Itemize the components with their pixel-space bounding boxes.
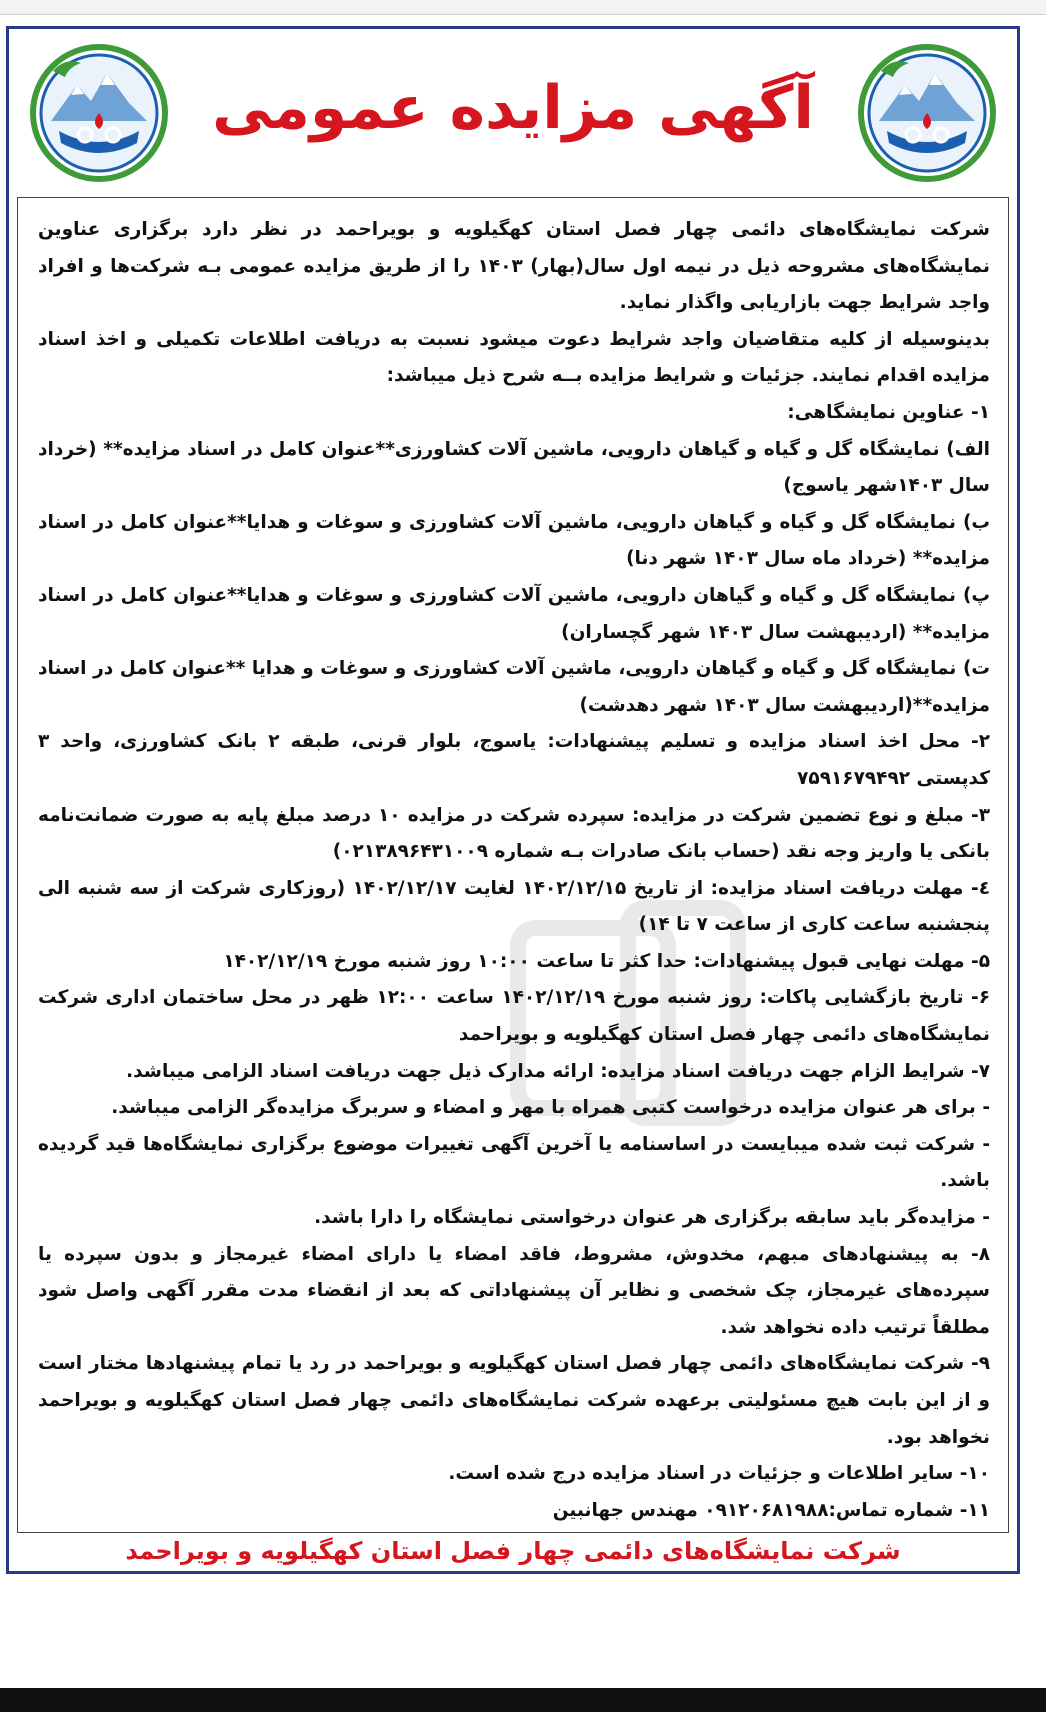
exhibition-item: الف) نمایشگاه گل و گیاه و گیاهان دارویی، ماشین آلات کشاورزی**عنوان کامل در اسناد مزایده** (خرداد سال ۱۴۰۳شهر یاسوج) <box>38 438 990 497</box>
clause-guarantee: ۳- مبلغ و نوع تضمین شرکت در مزایده: سپرده شرکت در مزایده ۱۰ درصد مبلغ پایه به صورت ضمانت‌نامه بانکی یا واریز وجه نقد (حساب بانک صادرات بـه شماره ۰۲۱۳۸۹۶۴۳۱۰۰۹) <box>38 804 990 863</box>
notice-frame <box>6 26 1020 1574</box>
page-title: آگهی مزایده عمومی <box>212 73 814 143</box>
intro-paragraph: شرکت نمایشگاه‌های دائمی چهار فصل استان کهگیلویه و بویراحمد در نظر دارد برگزاری عناوین نمایشگاه‌های مشروحه ذیل در نیمه اول سال(بهار) ۱۴۰۳ را از طریق مزایده عمومی بـه شرکت‌ها و افراد واجد شرایط جهت بازاریابی واگذار نماید. <box>38 219 990 314</box>
exhibition-item: ت) نمایشگاه گل و گیاه و گیاهان دارویی، ماشین آلات کشاورزی و سوغات و هدایا **عنوان کامل در اسناد مزایده**(اردیبهشت سال ۱۴۰۳ شهر دهدشت) <box>38 658 990 716</box>
clause-rejection: ۸- به پیشنهادهای مبهم، مخدوش، مشروط، فاقد امضاء یا دارای امضاء غیرمجاز و بدون سپرده یا سپرده‌های غیرمجاز، چک شخصی و نظایر آن پیشنهاداتی که بعد از انقضاء مدت مقرر آگهی واصل شود مطلقاً ترتیب داده نخواهد شد. <box>38 1243 990 1338</box>
requirement-item: - برای هر عنوان مزایده درخواست کتبی همراه با مهر و امضاء و سربرگ مزایده‌گر الزامی میباشد. <box>111 1097 990 1119</box>
top-strip <box>0 0 1046 15</box>
company-logo <box>857 43 997 183</box>
clause-document-deadline: ٤- مهلت دریافت اسناد مزایده: از تاریخ ۱۴۰۲/۱۲/۱۵ لغایت ۱۴۰۲/۱۲/۱۷ (روزکاری شرکت از سه شنبه الی پنجشنبه ساعت کاری از ساعت ۷ تا ۱۴) <box>38 877 990 936</box>
notice-body <box>17 197 1009 1533</box>
clause-other-info: ۱۰- سایر اطلاعات و جزئیات در اسناد مزایده درج شده است. <box>448 1463 990 1485</box>
clause-location: ۲- محل اخذ اسناد مزایده و تسلیم پیشنهادات: یاسوج، بلوار قرنی، طبقه ۲ بانک کشاورزی، واحد ۳ کدپستی ۷۵۹۱۶۷۹۴۹۲ <box>38 731 990 789</box>
requirement-item: - مزایده‌گر باید سابقه برگزاری هر عنوان درخواستی نمایشگاه را دارا باشد. <box>314 1207 990 1229</box>
notice-content <box>38 212 990 1529</box>
clause-rights: ۹- شرکت نمایشگاه‌های دائمی چهار فصل استان کهگیلویه و بویراحمد در رد یا تمام پیشنهادها مختار است و از این بابت هیچ مسئولیتی برعهده شرکت نمایشگاه‌های دائمی چهار فصل استان کهگیلویه و بویراحمد نخواهد بود. <box>38 1353 990 1448</box>
exhibition-item: پ) نمایشگاه گل و گیاه و گیاهان دارویی، ماشین آلات کشاورزی و سوغات و هدایا**عنوان کامل در اسناد مزایده** (اردیبهشت سال ۱۴۰۳ شهر گچساران) <box>38 584 990 643</box>
clause-requirements: ۷- شرایط الزام جهت دریافت اسناد مزایده: ارائه مدارک ذیل جهت دریافت اسناد الزامی میباشد. <box>126 1060 990 1082</box>
section-heading: ۱- عناوین نمایشگاهی: <box>787 401 990 423</box>
exhibition-item: ب) نمایشگاه گل و گیاه و گیاهان دارویی، ماشین آلات کشاورزی و سوغات و هدایا**عنوان کامل در اسناد مزایده** (خرداد ماه سال ۱۴۰۳ شهر دنا) <box>38 511 990 570</box>
clause-contact: ۱۱- شماره تماس:۰۹۱۲۰۶۸۱۹۸۸ مهندس جهانبین <box>552 1499 990 1521</box>
header <box>9 29 1017 195</box>
requirement-item: - شرکت ثبت شده میبایست در اساسنامه یا آخرین آگهی تغییرات موضوع برگزاری نمایشگاه‌ها قید گردیده باشد. <box>38 1133 990 1192</box>
footer-company-name: شرکت نمایشگاه‌های دائمی چهار فصل استان کهگیلویه و بویراحمد <box>125 1537 901 1565</box>
bottom-bar <box>0 1688 1046 1712</box>
company-logo <box>29 43 169 183</box>
clause-opening-date: ۶- تاریخ بازگشایی پاکات: روز شنبه مورخ ۱۴۰۲/۱۲/۱۹ ساعت ۱۲:۰۰ ظهر در محل ساختمان اداری شرکت نمایشگاه‌های دائمی چهار فصل استان کهگیلویه و بویراحمد <box>38 987 990 1046</box>
invitation-paragraph: بدینوسیله از کلیه متقاضیان واجد شرایط دعوت میشود نسبت به دریافت اطلاعات تکمیلی و اخذ اسناد مزایده اقدام نمایند. جزئیات و شرایط مزایده بــه شرح ذیل میباشد: <box>38 328 990 387</box>
clause-offer-deadline: ۵- مهلت نهایی قبول پیشنهادات: حدا کثر تا ساعت ۱۰:۰۰ روز شنبه مورخ ۱۴۰۲/۱۲/۱۹ <box>223 950 990 972</box>
